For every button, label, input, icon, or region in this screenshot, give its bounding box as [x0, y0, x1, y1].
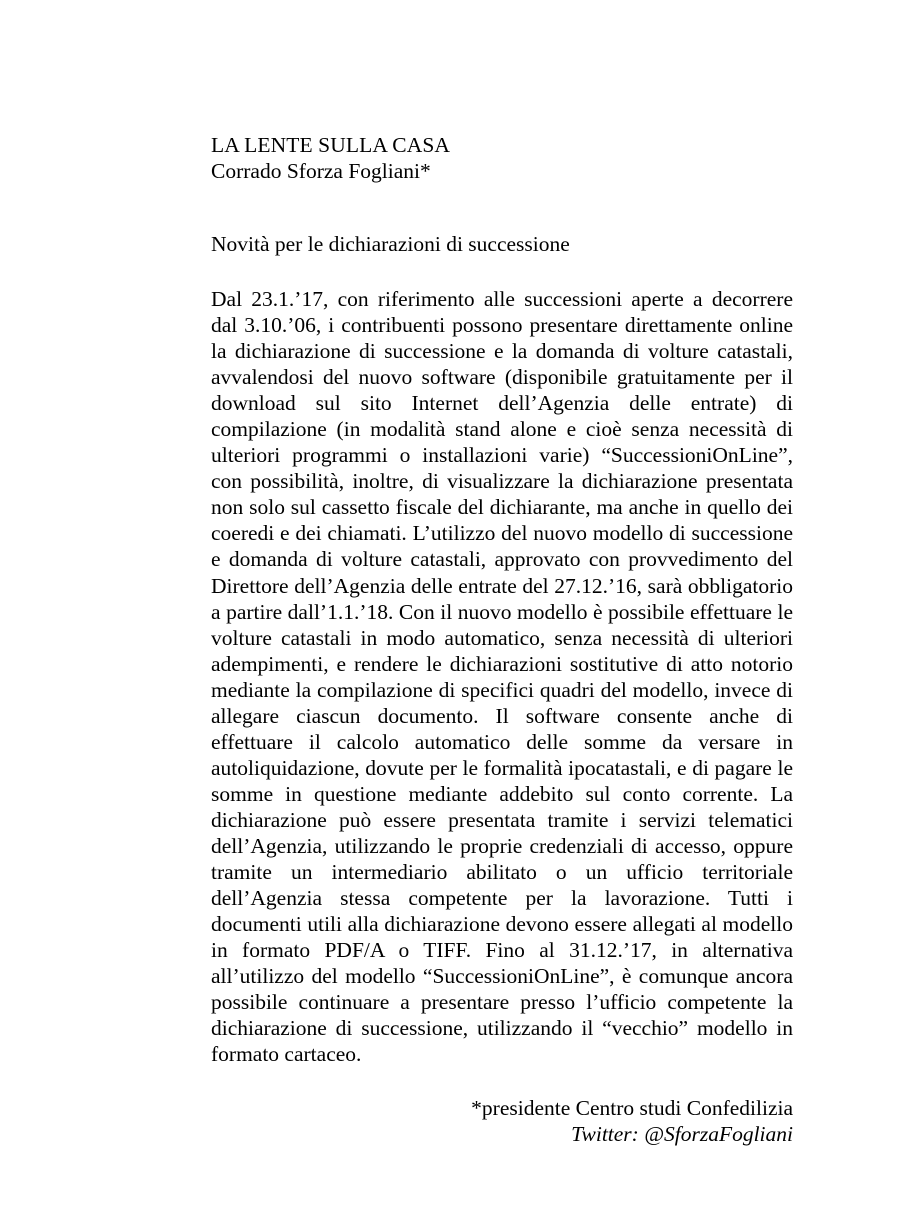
signature-block [211, 1095, 793, 1147]
body-paragraph: Dal 23.1.’17, con riferimento alle successioni aperte a decorrere dal 3.10.’06, i contribuenti possono presentare direttamente online la dichiarazione di successione e la domanda di volture catastali, avvalendosi del nuovo software (disponibile gratuitamente per il download sul sito Internet dell’Agenzia delle entrate) di compilazione (in modalità stand alone e cioè senza necessità di ulteriori programmi o installazioni varie) “SuccessioniOnLine”, con possibilità, inoltre, di visualizzare la dichiarazione presentata non solo sul cassetto fiscale del dichiarante, ma anche in quello dei coeredi e dei chiamati. L’utilizzo del nuovo modello di successione e domanda di volture catastali, approvato con provvedimento del Direttore dell’Agenzia delle entrate del 27.12.’16, sarà obbligatorio a partire dall’1.1.’18. Con il nuovo modello è possibile effettuare le volture catastali in modo automatico, senza necessità di ulteriori adempimenti, e rendere le dichiarazioni sostitutive di atto notorio mediante la compilazione di specifici quadri del modello, invece di allegare ciascun documento. Il software consente anche di effettuare il calcolo automatico delle somme da versare in autoliquidazione, dovute per le formalità ipocatastali, e di pagare le somme in questione mediante addebito sul conto corrente. La dichiarazione può essere presentata tramite i servizi telematici dell’Agenzia, utilizzando le proprie credenziali di accesso, oppure tramite un intermediario abilitato o un ufficio territoriale dell’Agenzia stessa competente per la lavorazione. Tutti i documenti utili alla dichiarazione devono essere allegati al modello in formato PDF/A o TIFF. Fino al 31.12.’17, in alternativa all’utilizzo del modello “SuccessioniOnLine”, è comunque ancora possibile continuare a presentare presso l’ufficio competente la dichiarazione di successione, utilizzando il “vecchio” modello in formato cartaceo. [211, 287, 793, 1067]
author-role-footnote: *presidente Centro studi Confedilizia [471, 1096, 793, 1121]
twitter-handle: Twitter: @SforzaFogliani [571, 1122, 793, 1147]
column-title: LA LENTE SULLA CASA [211, 133, 450, 157]
author-byline: Corrado Sforza Fogliani* [211, 159, 431, 183]
article-content [211, 132, 793, 1147]
article-body [211, 286, 793, 1067]
masthead [211, 132, 793, 184]
article-subject-heading: Novità per le dichiarazioni di successione [211, 232, 570, 256]
